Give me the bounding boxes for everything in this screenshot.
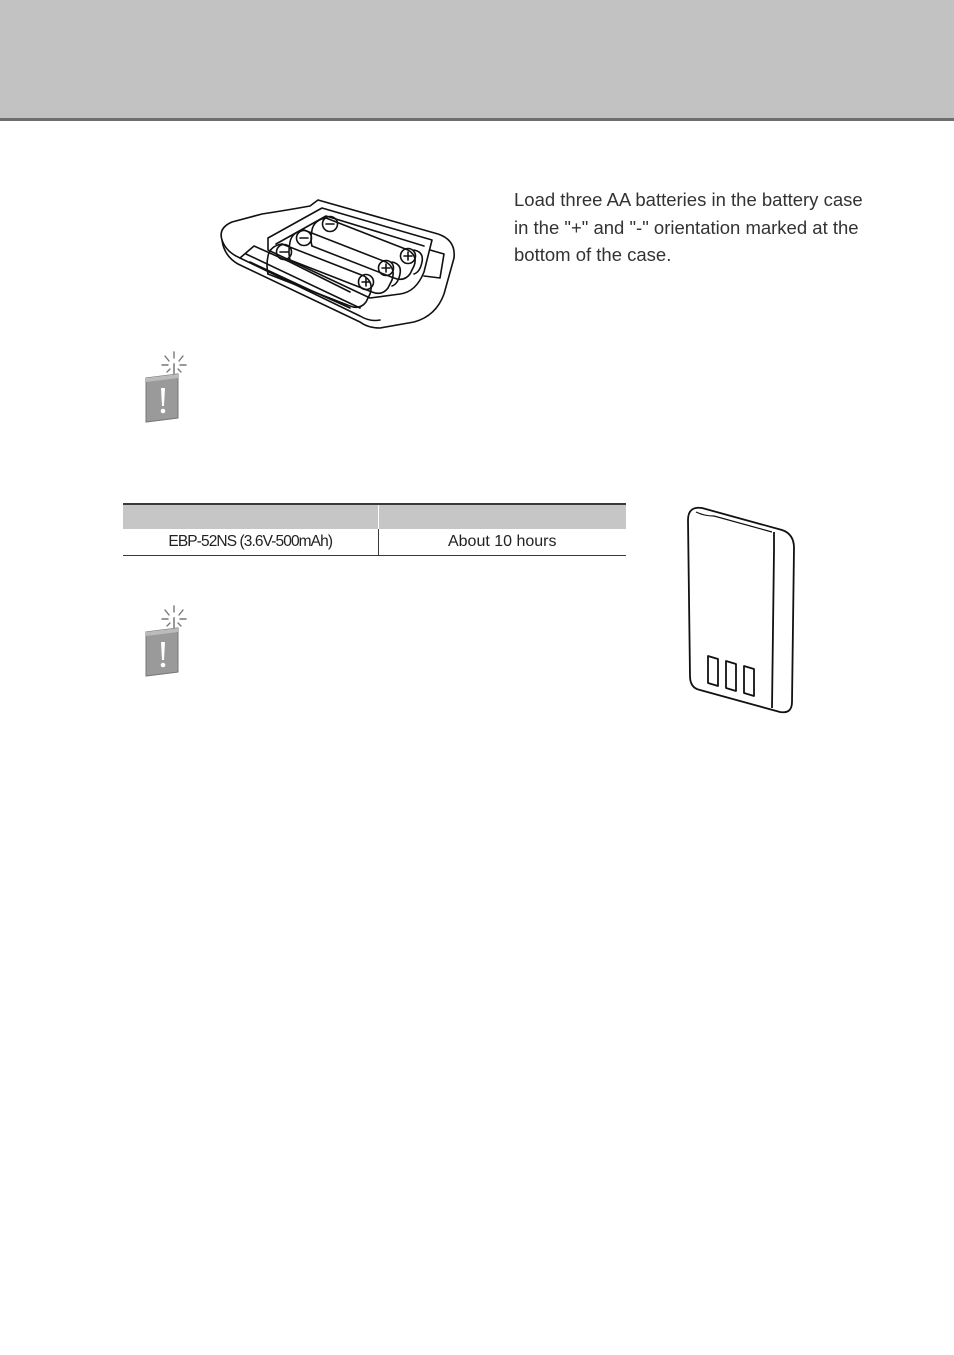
table-header-time: [378, 504, 626, 529]
instruction-text: Load three AA batteries in the battery case in the "+" and "-" orientation marked at the bottom of the case.: [514, 189, 863, 265]
header-band: [0, 0, 954, 121]
table-header-row: [123, 504, 626, 529]
table-cell-time: About 10 hours: [378, 529, 626, 556]
caution-note-icon: [138, 348, 190, 426]
battery-spec-table: [123, 503, 626, 556]
caution-note-icon: [138, 602, 190, 680]
rechargeable-battery-pack-illustration: [682, 502, 798, 716]
table-cell-model: EBP-52NS (3.6V-500mAh): [123, 529, 378, 556]
aa-battery-case-illustration: [210, 188, 472, 340]
table-row: [123, 529, 626, 556]
table-header-model: [123, 504, 378, 529]
